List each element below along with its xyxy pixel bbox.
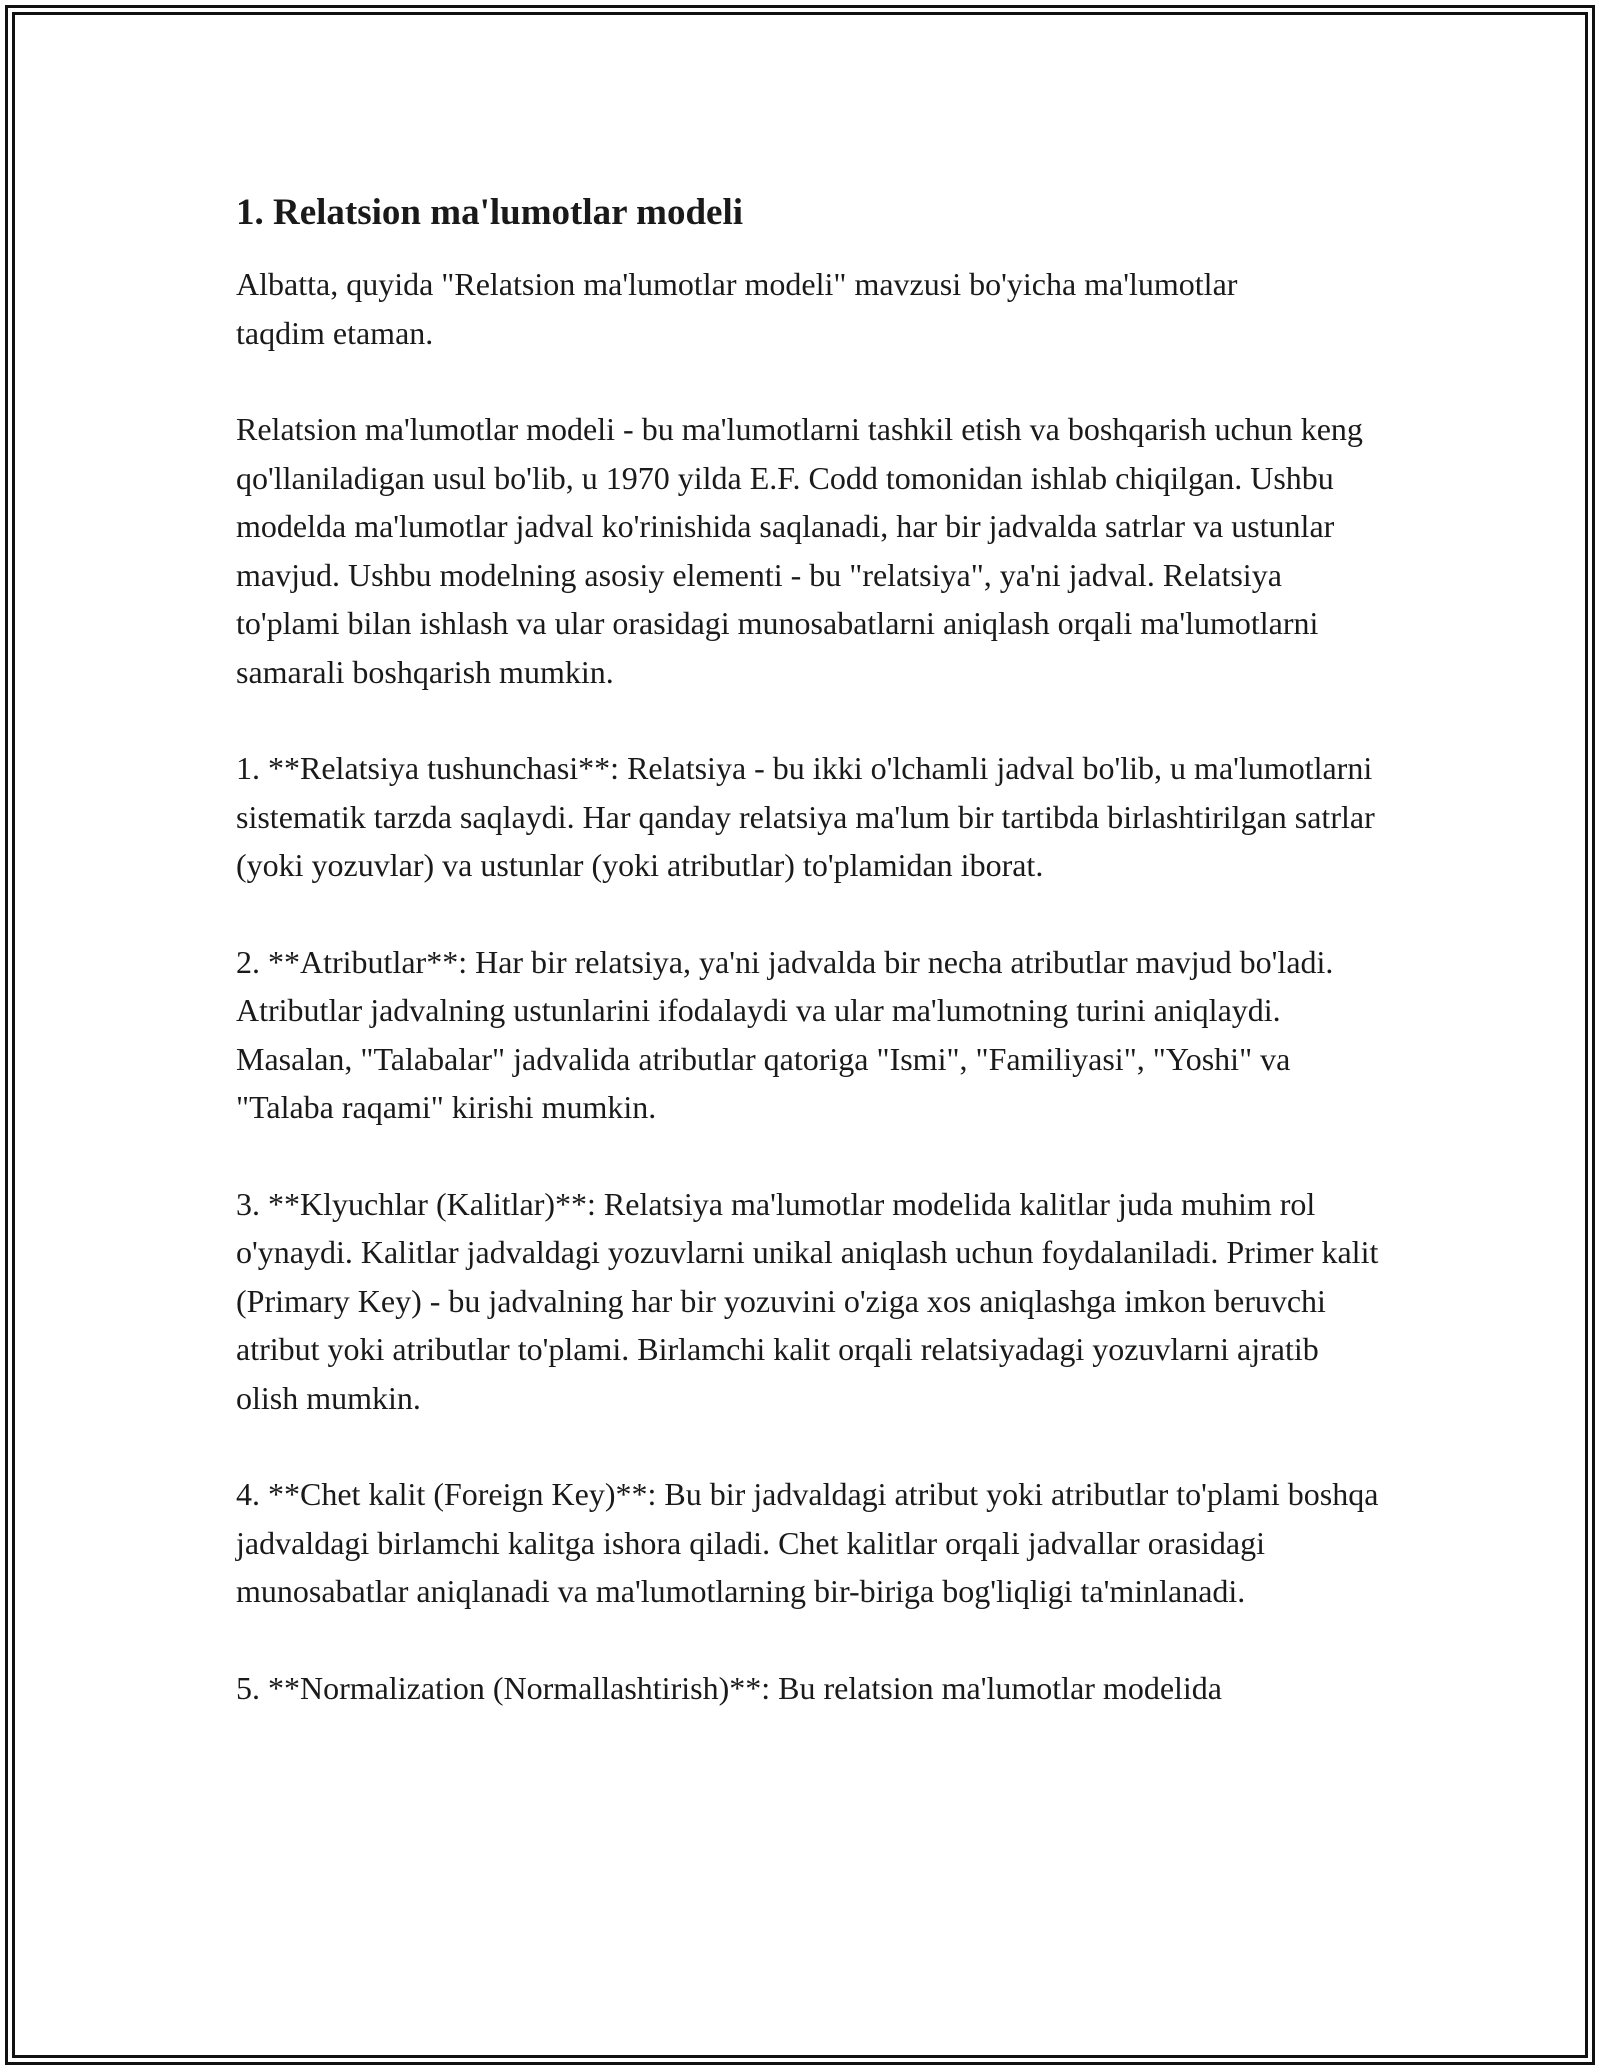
list-item-attributes: 2. **Atributlar**: Har bir relatsiya, ya'ni jadvalda bir necha atributlar mavjud bo'ladi. Atributlar jadvalning ustunlarini ifodalaydi va ular ma'lumotning turini aniqlaydi. Masalan, "Talabalar" jadvalida atributlar qatoriga "Ismi", "Familiyasi", "Yoshi" va "Talaba raqami" kirishi mumkin. [236,943,1334,1125]
list-item-relation-concept: 1. **Relatsiya tushunchasi**: Relatsiya - bu ikki o'lchamli jadval bo'lib, u ma'lumotlarni sistematik tarzda saqlaydi. Har qanday relatsiya ma'lum bir tartibda birlashtirilgan satrlar (yoki yozuvlar) va ustunlar (yoki atributlar) to'plamidan iborat. [236,750,1375,883]
intro-paragraph: Albatta, quyida "Relatsion ma'lumotlar modeli" mavzusi bo'yicha ma'lumotlar taqdim etaman. [236,266,1238,351]
list-item-keys: 3. **Klyuchlar (Kalitlar)**: Relatsiya ma'lumotlar modelida kalitlar juda muhim rol o'ynaydi. Kalitlar jadvaldagi yozuvlarni unikal aniqlash uchun foydalaniladi. Primer kalit (Primary Key) - bu jadvalning har bir yozuvini o'ziga xos aniqlashga imkon beruvchi atribut yoki atributlar to'plami. Birlamchi kalit orqali relatsiyadagi yozuvlarni ajratib olish mumkin. [236,1185,1379,1416]
document-body [236,188,1386,1712]
definition-paragraph: Relatsion ma'lumotlar modeli - bu ma'lumotlarni tashkil etish va boshqarish uchun keng qo'llaniladigan usul bo'lib, u 1970 yilda E.F. Codd tomonidan ishlab chiqilgan. Ushbu modelda ma'lumotlar jadval ko'rinishida saqlanadi, har bir jadvalda satrlar va ustunlar mavjud. Ushbu modelning asosiy elementi - bu "relatsiya", ya'ni jadval. Relatsiya to'plami bilan ishlash va ular orasidagi munosabatlarni aniqlash orqali ma'lumotlarni samarali boshqarish mumkin. [236,411,1363,690]
document-title: 1. Relatsion ma'lumotlar modeli [236,192,744,233]
list-item-normalization: 5. **Normalization (Normallashtirish)**: Bu relatsion ma'lumotlar modelida [236,1669,1222,1706]
list-item-foreign-key: 4. **Chet kalit (Foreign Key)**: Bu bir jadvaldagi atribut yoki atributlar to'plami boshqa jadvaldagi birlamchi kalitga ishora qiladi. Chet kalitlar orqali jadvallar orasidagi munosabatlar aniqlanadi va ma'lumotlarning bir-biriga bog'liqligi ta'minlanadi. [236,1476,1379,1609]
